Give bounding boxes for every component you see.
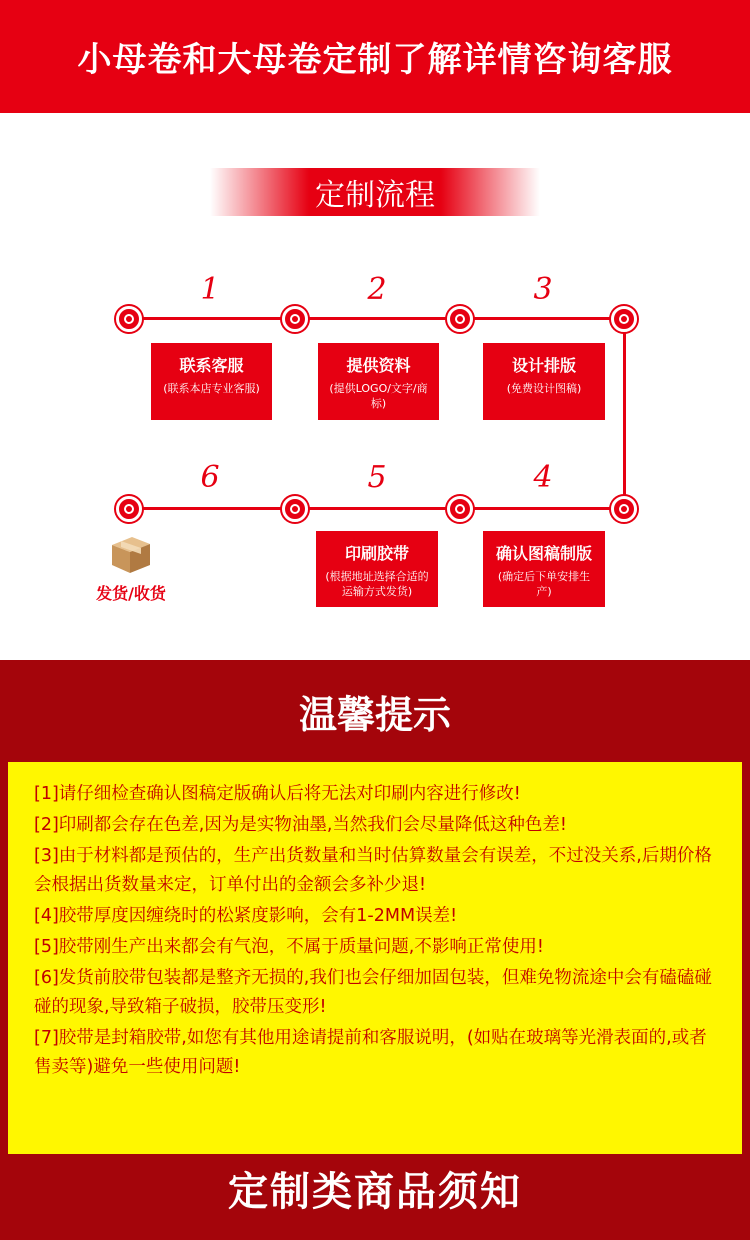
- flow-node: [447, 306, 473, 332]
- flow-node: [611, 496, 637, 522]
- flow-node: [116, 306, 142, 332]
- step-number-5: 5: [367, 460, 387, 495]
- step-title: 确认图稿制版: [495, 544, 592, 563]
- step-title: 提供资料: [346, 356, 411, 375]
- tip-item: [4]胶带厚度因缠绕时的松紧度影响，会有1-2MM误差!: [34, 906, 458, 926]
- flow-line-top: [128, 317, 624, 320]
- ship-label: 发货/收货: [96, 584, 166, 603]
- tips-box: [8, 762, 742, 1154]
- tip-item: [6]发货前胶带包装都是整齐无损的,我们也会仔细加固包装，但难免物流途中会有磕磕碰碰的现象,导致箱子破损，胶带压变形!: [34, 968, 712, 1017]
- top-banner: [0, 0, 750, 113]
- tip-item: [2]印刷都会存在色差,因为是实物油墨,当然我们会尽量降低这种色差!: [34, 815, 567, 835]
- step-box-2: [318, 343, 439, 420]
- step-number-2: 2: [367, 272, 387, 307]
- step-title: 设计排版: [511, 356, 576, 375]
- tip-item: [7]胶带是封箱胶带,如您有其他用途请提前和客服说明，(如贴在玻璃等光滑表面的,或者售卖等)避免一些使用问题!: [34, 1028, 707, 1077]
- step-desc: (确定后下单安排生产): [497, 570, 591, 598]
- tip-item: [1]请仔细检查确认图稿定版确认后将无法对印刷内容进行修改!: [34, 784, 521, 804]
- step-ship: [86, 535, 176, 604]
- tip-item: [5]胶带刚生产出来都会有气泡，不属于质量问题,不影响正常使用!: [34, 937, 544, 957]
- flow-node: [447, 496, 473, 522]
- banner-title: 小母卷和大母卷定制了解详情咨询客服: [77, 40, 673, 80]
- flow-node: [282, 496, 308, 522]
- step-title: 联系客服: [179, 356, 244, 375]
- step-box-3: [483, 343, 605, 420]
- step-desc: (免费设计图稿): [506, 382, 582, 395]
- process-title-bar: [210, 168, 540, 216]
- flow-node: [611, 306, 637, 332]
- flow-node: [116, 496, 142, 522]
- flow-node: [282, 306, 308, 332]
- flow-line-right: [623, 318, 626, 508]
- flow-line-bottom: [128, 507, 624, 510]
- tip-item: [3]由于材料都是预估的，生产出货数量和当时估算数量会有误差，不过没关系,后期价格会根据出货数量来定，订单付出的金额会多补少退!: [34, 846, 712, 895]
- cardboard-box-icon: [108, 535, 154, 575]
- step-box-5: [316, 531, 438, 607]
- step-desc: (根据地址选择合适的运输方式发货): [325, 570, 429, 598]
- step-number-6: 6: [200, 460, 220, 495]
- footer-title: 定制类商品须知: [228, 1169, 522, 1215]
- step-title: 印刷胶带: [344, 544, 409, 563]
- step-number-3: 3: [533, 272, 553, 307]
- step-number-1: 1: [200, 272, 220, 307]
- step-desc: (联系本店专业客服): [163, 382, 260, 395]
- process-title: 定制流程: [315, 178, 435, 213]
- step-number-4: 4: [533, 460, 553, 495]
- step-box-1: [151, 343, 272, 420]
- tips-title: 温馨提示: [298, 693, 451, 737]
- step-box-4: [483, 531, 605, 607]
- step-desc: (提供LOGO/文字/商标): [329, 382, 428, 410]
